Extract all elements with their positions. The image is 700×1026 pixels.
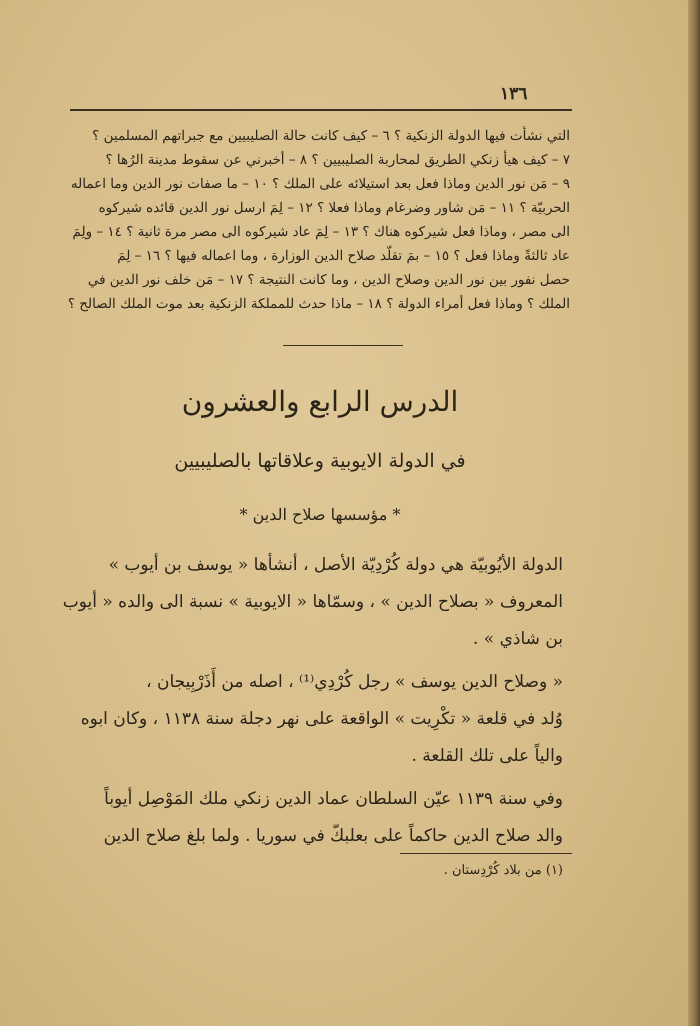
question-line: عاد ثالثةً وماذا فعل ؟ ١٥ – بمَ تقلّد صلاح الدين الوزارة ، وما اعماله فيها ؟ ١٦ – لِمَ	[117, 248, 570, 264]
question-line: ٧ – كيف هيأ زنكي الطريق لمحاربة الصليبيين ؟ ٨ – أخبرني عن سقوط مدينة الرُها ؟	[105, 152, 570, 168]
lesson-subtitle: في الدولة الايوبية وعلاقاتها بالصليبيين	[174, 450, 466, 472]
question-line: حصل نفور بين نور الدين وصلاح الدين ، وما كانت النتيجة ؟ ١٧ – مَن خلف نور الدين في	[87, 272, 570, 288]
founder-heading: * مؤسسها صلاح الدين *	[239, 505, 401, 524]
paragraph-line: الدولة الأيُوبيّة هي دولة كُرْدِيّة الأصل ، أنشأها « يوسف بن أيوب »	[108, 555, 563, 575]
section-divider	[283, 345, 403, 346]
question-line: ٩ – مَن نور الدين وماذا فعل بعد استيلائه على الملك ؟ ١٠ – ما صفات نور الدين وما اعماله	[70, 176, 570, 192]
paragraph-line: « وصلاح الدين يوسف » رجل كُرْدِي⁽¹⁾ ، اصله من أَذَرْبِيجان ،	[146, 672, 563, 692]
question-line: الحربيّة ؟ ١١ – مَن شاور وضرغام وماذا فعلا ؟ ١٢ – لِمَ ارسل نور الدين قائده شيركوه	[98, 200, 570, 216]
paragraph-line: وفي سنة ١١٣٩ عيّن السلطان عماد الدين زنكي ملك المَوْصِل أيوباً	[104, 789, 563, 809]
paragraph-line: المعروف « بصلاح الدين » ، وسمّاها « الايوبية » نسبة الى والده « أيوب	[62, 592, 563, 612]
paragraph-line: والد صلاح الدين حاكماً على بعلبكّ في سوريا . ولما بلغ صلاح الدين	[103, 826, 563, 846]
question-line: التي نشأت فيها الدولة الزنكية ؟ ٦ – كيف كانت حالة الصليبيين مع جبراتهم المسلمين ؟	[92, 128, 570, 144]
question-line: الملك ؟ وماذا فعل أمراء الدولة ؟ ١٨ – ماذا حدث للمملكة الزنكية بعد موت الملك الصالح ؟	[67, 296, 570, 312]
lesson-title: الدرس الرابع والعشرون	[181, 385, 459, 418]
footnote: (١) من بلاد كُرْدِستان .	[443, 863, 563, 878]
footnote-rule	[400, 853, 572, 854]
header-rule	[70, 109, 572, 111]
paragraph-line: والياً على تلك القلعة .	[411, 746, 563, 766]
page-edge	[688, 0, 700, 1026]
paragraph-line: بن شاذي » .	[473, 629, 563, 649]
page-number: ١٣٦	[500, 84, 528, 104]
paragraph-line: وُلد في قلعة « تكْرِيت » الواقعة على نهر دجلة سنة ١١٣٨ ، وكان ابوه	[80, 709, 563, 729]
question-line: الى مصر ، وماذا فعل شيركوه هناك ؟ ١٣ – لِمَ عاد شيركوه الى مصر مرة ثانية ؟ ١٤ – ولِمَ	[72, 224, 570, 240]
